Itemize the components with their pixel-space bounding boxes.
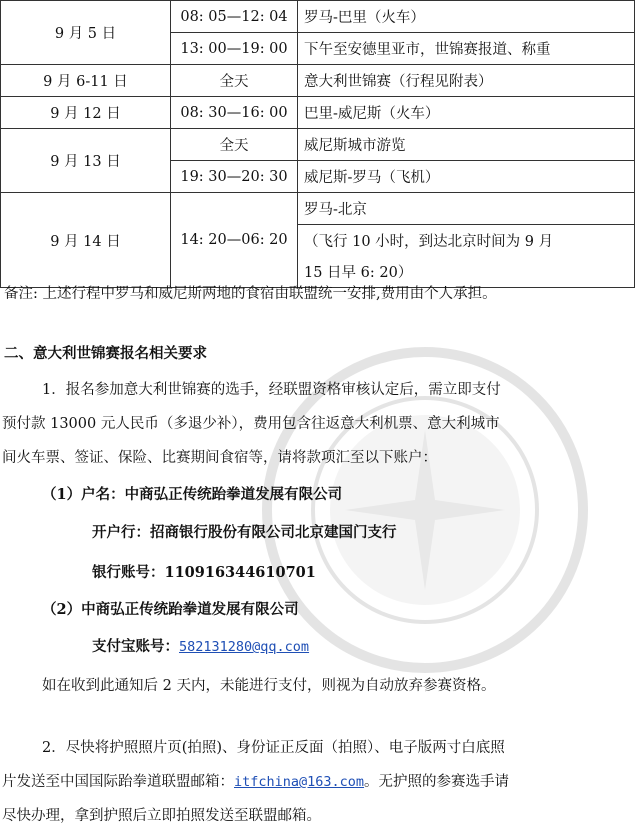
- activity-cell: 意大利世锦赛（行程见附表）: [298, 65, 635, 97]
- paragraph-line: 2．尽快将护照照片页(拍照)、身份证正反面（拍照）、电子版两寸白底照: [42, 740, 505, 756]
- paragraph-line: 1．报名参加意大利世锦赛的选手，经联盟资格审核认定后，需立即支付: [42, 382, 501, 398]
- alipay-link[interactable]: 582131280@qq.com: [179, 639, 310, 655]
- section-heading: 二、意大利世锦赛报名相关要求: [4, 345, 207, 362]
- activity-cell: 巴里-威尼斯（火车）: [298, 97, 635, 129]
- account2-name: （2）中商弘正传统跆拳道发展有限公司: [42, 601, 299, 618]
- activity-cell: 威尼斯-罗马（飞机）: [298, 161, 635, 193]
- activity-cell: 15 日早 6: 20）: [298, 256, 635, 288]
- payment-deadline: 如在收到此通知后 2 天内，未能进行支付，则视为自动放弃参赛资格。: [42, 678, 496, 694]
- account1-name: （1）户名：中商弘正传统跆拳道发展有限公司: [42, 486, 343, 503]
- itinerary-table: [0, 0, 635, 288]
- activity-cell: 下午至安德里亚市，世锦赛报道、称重: [298, 33, 635, 65]
- account1-number: 银行账号：110916344610701: [92, 564, 316, 581]
- time-cell: 全天: [171, 129, 298, 161]
- date-cell: 9 月 5 日: [1, 1, 171, 65]
- paragraph-line: 预付款 13000 元人民币（多退少补），费用包含往返意大利机票、意大利城市: [2, 416, 500, 432]
- text-span: 。无护照的参赛选手请: [364, 774, 510, 790]
- date-cell: 9 月 13 日: [1, 129, 171, 193]
- activity-cell: （飞行 10 小时，到达北京时间为 9 月: [298, 225, 635, 257]
- account1-bank: 开户行：招商银行股份有限公司北京建国门支行: [92, 524, 397, 541]
- time-cell: 13: 00—19: 00: [171, 33, 298, 65]
- paragraph-line: 尽快办理，拿到护照后立即拍照发送至联盟邮箱。: [2, 808, 321, 824]
- time-cell: 08: 30—16: 00: [171, 97, 298, 129]
- paragraph-line: 间火车票、签证、保险、比赛期间食宿等，请将款项汇至以下账户：: [2, 450, 437, 466]
- text-span: 片发送至中国国际跆拳道联盟邮箱：: [2, 774, 234, 790]
- date-cell: 9 月 6-11 日: [1, 65, 171, 97]
- time-cell: 全天: [171, 65, 298, 97]
- time-cell: 19: 30—20: 30: [171, 161, 298, 193]
- itinerary-note: 备注: 上述行程中罗马和威尼斯两地的食宿由联盟统一安排,费用由个人承担。: [4, 286, 497, 302]
- time-cell: 14: 20—06: 20: [171, 193, 298, 288]
- email-link[interactable]: itfchina@163.com: [234, 774, 365, 790]
- paragraph-line: [2, 770, 509, 791]
- activity-cell: 威尼斯城市游览: [298, 129, 635, 161]
- activity-cell: 罗马-北京: [298, 193, 635, 225]
- date-cell: 9 月 14 日: [1, 193, 171, 288]
- alipay-label: 支付宝账号：: [92, 638, 179, 655]
- activity-cell: 罗马-巴里（火车）: [298, 1, 635, 33]
- date-cell: 9 月 12 日: [1, 97, 171, 129]
- time-cell: 08: 05—12: 04: [171, 1, 298, 33]
- alipay-account: [92, 635, 309, 656]
